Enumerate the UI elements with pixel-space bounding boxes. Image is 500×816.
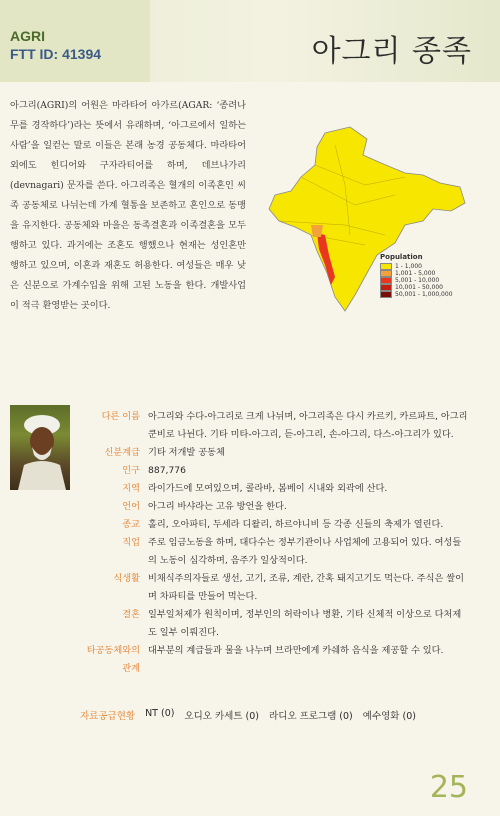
detail-value: 주로 임금노동을 하며, 대다수는 정부기관이나 사업체에 고용되어 있다. 여성들의 노동이 심각하며, 음주가 일상적이다. [148,537,462,566]
supply-item-jesus-film: 예수영화 (0) [362,711,416,722]
detail-value: 대부분의 계급들과 물을 나누며 브라만에게 카쉐하 음식을 제공할 수 있다. [148,645,444,656]
legend-label: 50,001 - 1,000,000 [395,291,453,298]
detail-label: 식생활 [113,573,140,584]
detail-row-occupation [78,534,468,570]
detail-row-region [78,480,468,498]
supply-item-audio: 오디오 카세트 (0) [184,711,260,722]
legend-swatch [380,270,392,277]
legend-label: 1,001 - 5,000 [395,270,436,277]
detail-label: 다른 이름 [101,411,140,422]
detail-label: 인구 [122,465,140,476]
detail-row-population [78,462,468,480]
detail-label: 신분계급 [104,447,140,458]
detail-row-diet [78,570,468,606]
detail-row-language [78,498,468,516]
legend-label: 1 - 1,000 [395,263,422,270]
legend-row [380,263,453,270]
detail-row-relations [78,642,468,678]
detail-label: 직업 [122,537,140,548]
map-legend [380,253,453,298]
legend-swatch [380,284,392,291]
detail-value: 라이가드에 모여있으며, 콜라바, 봄베이 시내와 외곽에 산다. [148,483,388,494]
detail-label: 타공동체와의 관계 [86,645,140,674]
resource-supply-status [80,708,416,722]
legend-swatch [380,277,392,284]
legend-label: 5,001 - 10,000 [395,277,440,284]
portrait-photo [10,405,70,490]
detail-label: 결혼 [122,609,140,620]
portrait-illustration [10,405,70,490]
mid-population-region [311,225,323,237]
supply-label: 자료공급현황 [80,711,136,722]
legend-swatch [380,263,392,270]
detail-value: 아그리와 수다-아그리로 크게 나뉘며, 아그리족은 다시 카르키, 카르파트, 아그리쿤비로 나뉜다. 기타 미타-아그리, 듣-아그리, 손-아그리, 다스-아그리가 있다. [148,411,468,440]
detail-row-religion [78,516,468,534]
details-table [78,408,468,678]
legend-row [380,291,453,298]
people-group-code: AGRI [10,28,45,44]
detail-value: 아그리 바샤라는 고유 방언을 한다. [148,501,287,512]
detail-row-marriage [78,606,468,642]
detail-row-other-names [78,408,468,444]
detail-label: 언어 [122,501,140,512]
supply-item-radio: 라디오 프로그램 (0) [269,711,353,722]
legend-label: 10,001 - 50,000 [395,284,443,291]
detail-value: 홀리, 오아파티, 두세라 디왈리, 하르야니비 등 각종 신들의 축제가 열린다. [148,519,444,530]
legend-row [380,277,453,284]
page-number: 25 [429,770,468,805]
detail-label: 지역 [122,483,140,494]
detail-value: 비채식주의자들로 생선, 고기, 조류, 계란, 간혹 돼지고기도 먹는다. 주식은 쌀이며 차파티를 만들어 먹는다. [148,573,465,602]
legend-title: Population [380,253,423,261]
legend-row [380,284,453,291]
page-title: 아그리 종족 [311,34,472,69]
detail-row-caste [78,444,468,462]
detail-value: 기타 저개발 공동체 [148,447,225,458]
supply-item-nt: NT (0) [145,708,175,719]
detail-value: 일부일처제가 원칙이며, 정부인의 허락이나 병환, 기타 신체적 이상으로 다처제도 일부 이뤄진다. [148,609,462,638]
intro-paragraph: 아그리(AGRI)의 어원은 마라타어 아가르(AGAR: ‘종려나무를 경작하다’)라는 뜻에서 유래하며, ‘아그르에서 일하는 사람’을 일컫는 말로 이들은 본래 농경 공동체다. 마라타어 외에도 힌디어와 구자라티어를 하며, 데브나가리(devnagari) 문자를 쓴다. 아그리족은 혈개의 이족혼인 씨족 공동체로 나뉘는데 가계 혈통을 보존하고 혼인으로 동맹을 유지한다. 공동체와 마을은 동족결혼과 이족결혼을 모두 행하고 있다. 과거에는 조혼도 행했으나 현재는 성인혼만 행하고 있으며, 이혼과 재혼도 허용한다. 여성들은 매우 낮은 신분으로 가계수입을 위해 고된 노동을 한다. 개발사업이 적극 환영받는 곳이다. [10,100,246,311]
legend-row [380,270,453,277]
detail-value: 887,776 [148,465,186,476]
ftt-id: FTT ID: 41394 [10,46,102,62]
legend-swatch [380,291,392,298]
detail-label: 종교 [122,519,140,530]
